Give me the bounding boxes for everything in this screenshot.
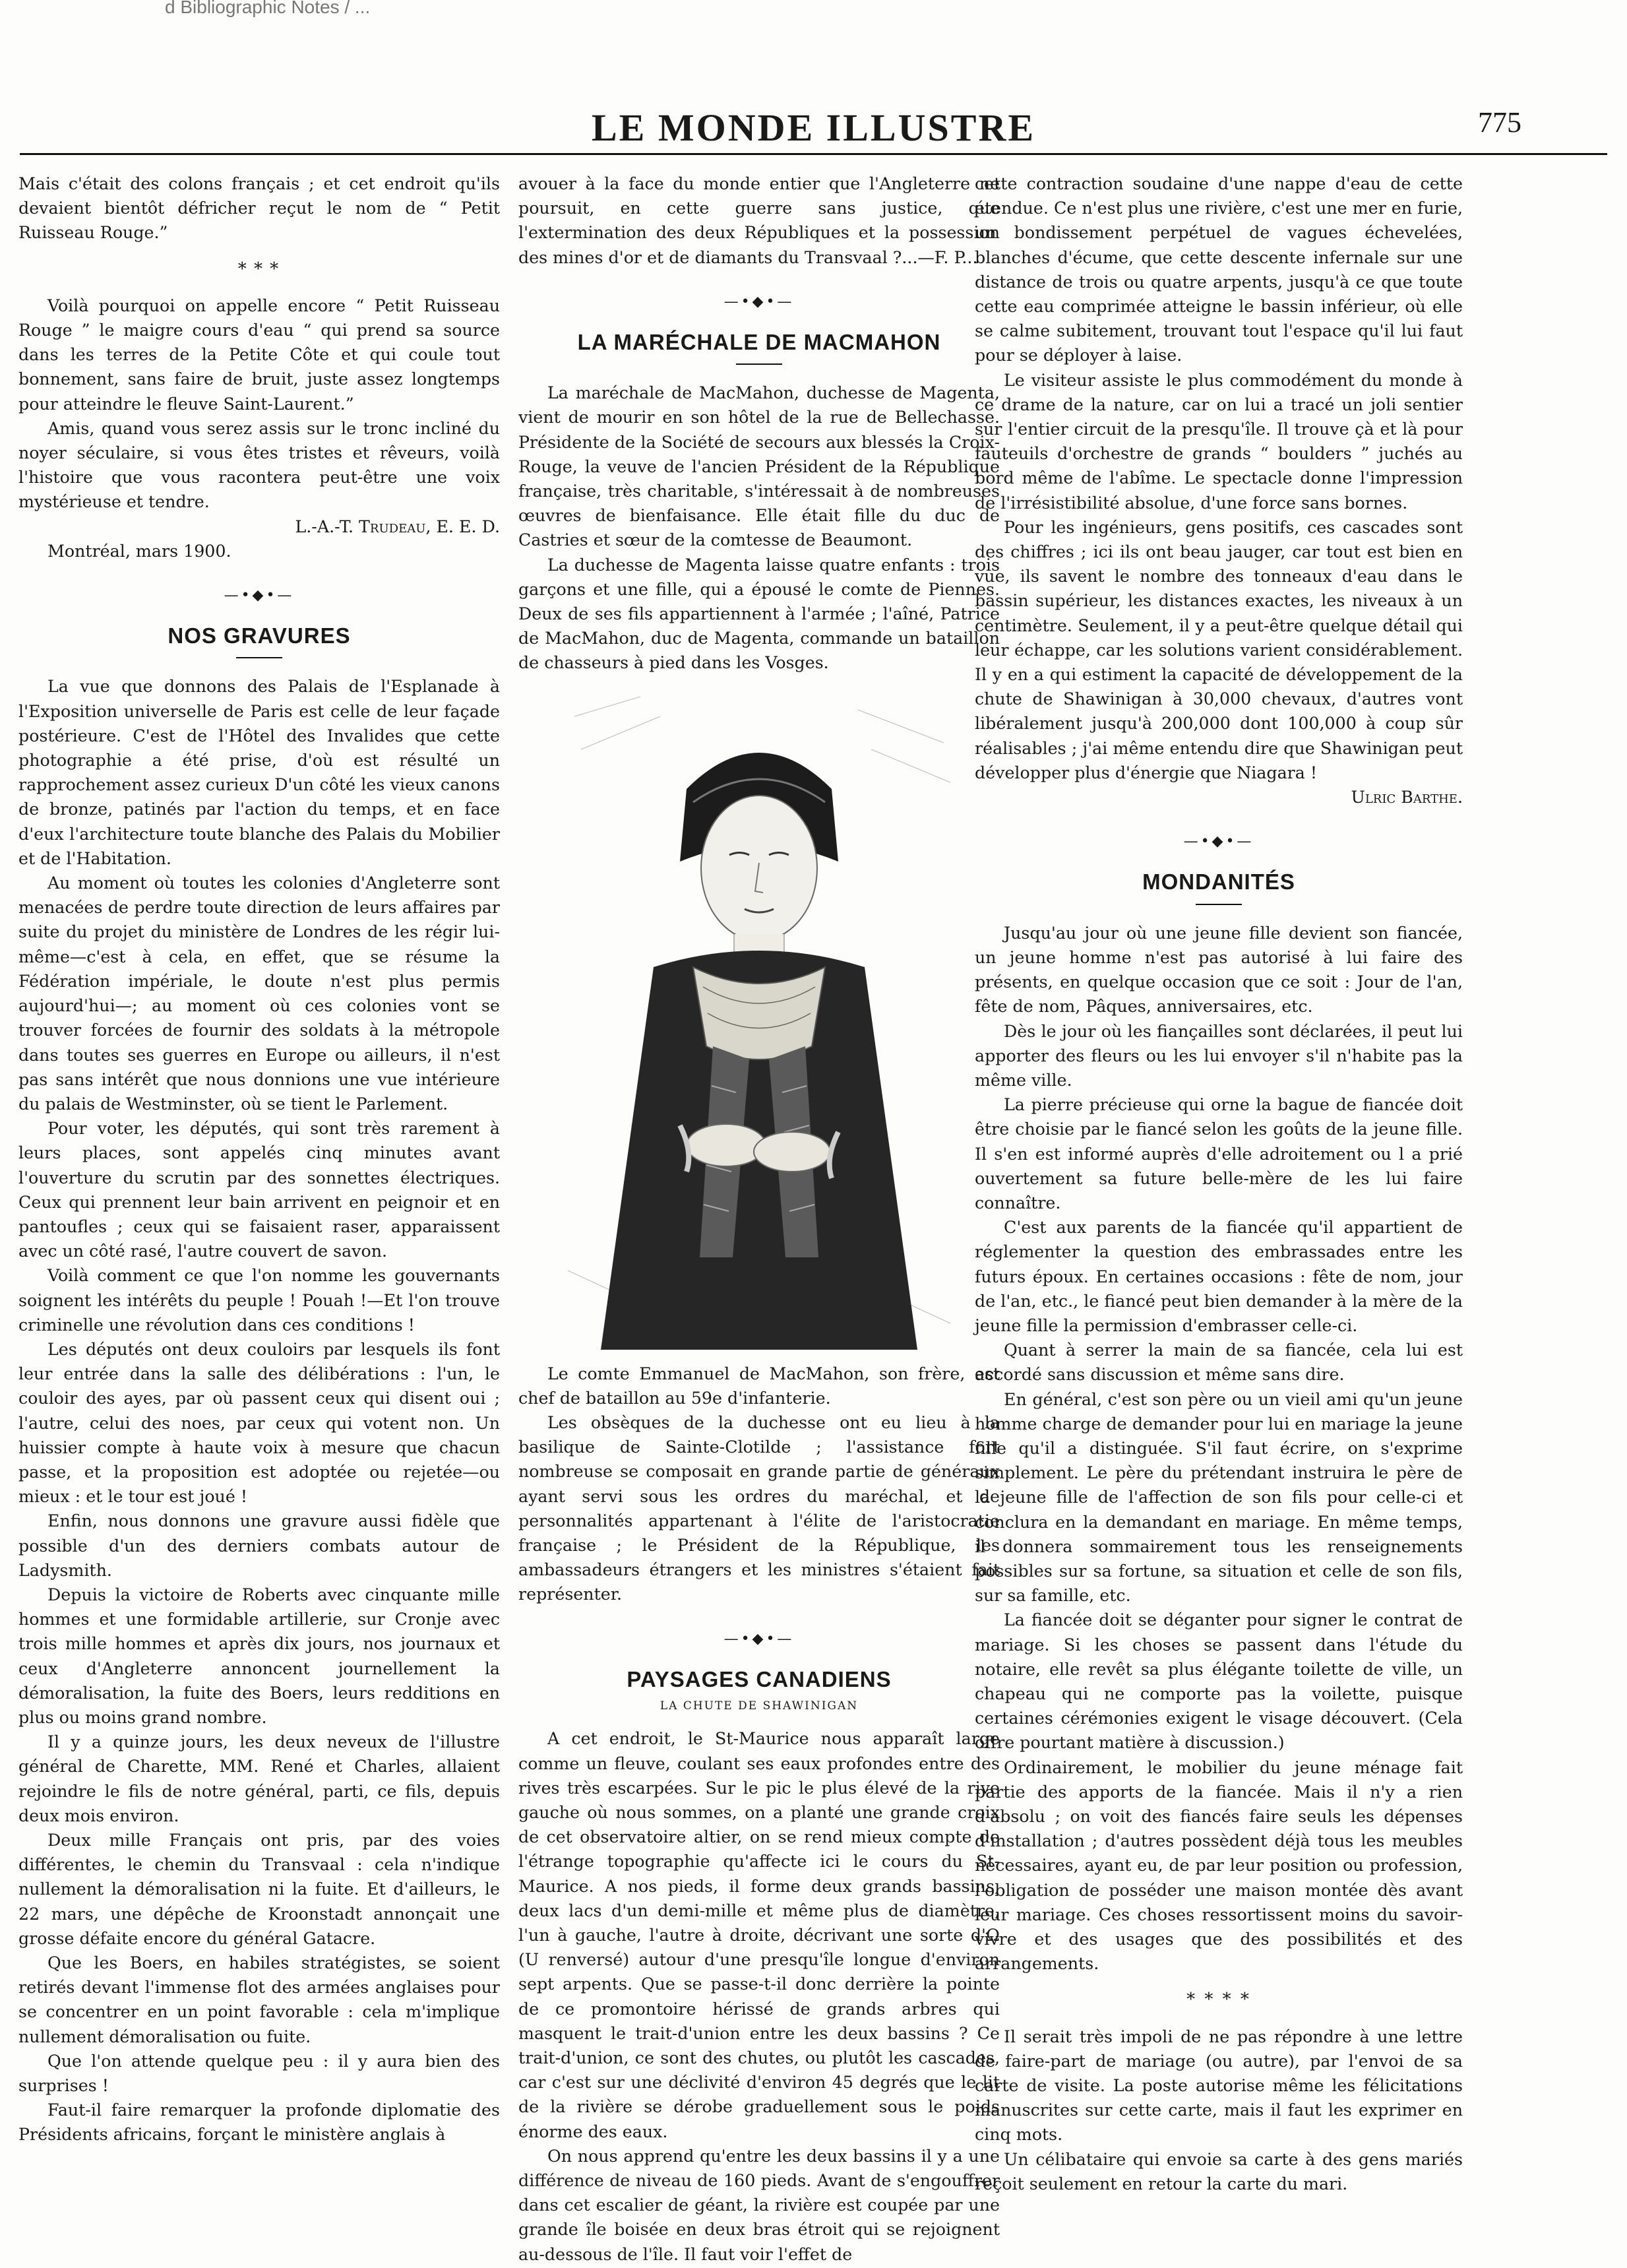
section-title-marechale: LA MARÉCHALE DE MACMAHON: [577, 330, 941, 355]
paragraph: Au moment où toutes les colonies d'Angleterre sont menacées de perdre toute direction de leurs affaires par suite du projet du ministère de Londres de les régir lui-même—c'est à cela, en effet, que se résume la Fédération impériale, le doute n'est plus permis aujourd'hui—; au moment où ces colonies vont se trouver forcées de fournir des soldats à la métropole dans toutes ses guerres en Europe ou ailleurs, il n'est pas sans intérêt que nous donnions une vue intérieure du palais de Westminster, où se tient le Parlement.: [18, 873, 500, 1114]
portrait-engraving: [561, 690, 957, 1350]
author-signature: Ulric Barthe.: [1351, 788, 1463, 807]
paragraph: Que l'on attende quelque peu : il y aura bien des surprises !: [18, 2051, 500, 2096]
title-rule: [736, 363, 782, 365]
paragraph: La pierre précieuse qui orne la bague de fiancée doit être choisie par le fiancé selon les goûts de la jeune fille. Il s'en est informé auprès d'elle adroitement ou l a prié ouvertement sa future belle-mère de les lui faire connaître.: [975, 1095, 1463, 1213]
paragraph: La fiancée doit se déganter pour signer le contrat de mariage. Si les choses se passent dans l'étude du notaire, elle revêt sa plus élégante toilette de ville, un chapeau qui ne comporte pas la voilette, puisque certaines cérémonies exigent le visage découvert. (Cela offre pourtant matière à discussion.): [975, 1610, 1463, 1753]
paragraph: Pour voter, les députés, qui sont très rarement à leurs places, sont appelés cinq minutes avant l'ouverture du scrutin par des sonnettes électriques. Ceux qui prennent leur bain arrivent en peignoir et en pantoufles ; ceux qui se faisaient raser, apparaissent avec un côté rasé, l'autre couvert de savon.: [18, 1119, 500, 1261]
page-number: 775: [1478, 106, 1521, 139]
paragraph: Deux mille Français ont pris, par des voies différentes, le chemin du Transvaal : cela n'indique nullement la démoralisation ni la fuite. Et d'ailleurs, le 22 mars, une dépêche de Kroonstadt annonçait une grosse défaite encore du général Gatacre.: [18, 1831, 500, 1948]
ornament-divider: —•◆•—: [723, 1630, 795, 1647]
dateline: Montréal, mars 1900.: [47, 541, 231, 561]
paragraph: Depuis la victoire de Roberts avec cinquante mille hommes et une formidable artillerie, sur Cronje avec trois mille hommes et après dix jours, nos journaux et ceux d'Angleterre annoncent journellement la démoralisation, la fuite des Boers, leurs redditions en plus ou moins grand nombre.: [18, 1585, 500, 1727]
paragraph: Voilà pourquoi on appelle encore “ Petit Ruisseau Rouge ” le maigre cours d'eau “ qui prend sa source dans les terres de la Petite Côte et qui coule tout bonnement, sans faire de bruit, juste assez longtemps pour atteindre le fleuve Saint-Laurent.”: [18, 296, 500, 414]
section-stars: * * *: [237, 259, 281, 279]
paragraph: Le visiteur assiste le plus commodément du monde à ce drame de la nature, car on lui a tracé un joli sentier sur l'entier circuit de la presqu'île. Il trouve çà et là pour fauteuils d'orchestre de grands “ boulders ” juchés au bord même de l'abîme. Le spectacle donne l'impression de l'irrésistibilité absolue, d'une force sans bornes.: [975, 370, 1463, 513]
paragraph: La maréchale de MacMahon, duchesse de Magenta, vient de mourir en son hôtel de la rue de Bellechasse. Présidente de la Société de secours aux blessés la Croix-Rouge, la veuve de l'ancien Président de la République française, très charitable, s'intéressait à de nombreuses œuvres de bienfaisance. Elle était fille du duc de Castries et sœur de la comtesse de Beaumont.: [518, 383, 1000, 550]
paragraph: Que les Boers, en habiles stratégistes, se soient retirés devant l'immense flot des armées anglaises pour se concentrer en un point favorable : cela m'implique nullement démoralisation ou fuite.: [18, 1953, 500, 2046]
continued-paragraph: Mais c'était des colons français ; et cet endroit qu'ils devaient bientôt défricher reçut le nom de “ Petit Ruisseau Rouge.”: [18, 174, 500, 243]
masthead: [20, 106, 1607, 158]
paragraph: A cet endroit, le St-Maurice nous apparaît large comme un fleuve, coulant ses eaux profondes entre des rives très escarpées. Sur le pic le plus élevé de la rive gauche où nous sommes, on a planté une grande croix de cet observatoire altier, on se rend mieux compte de l'étrange topographie qu'affecte ici le cours du St-Maurice. A nos pieds, il forme deux grands bassins, deux lacs d'un demi-mille et même plus de diamètre, l'un à gauche, l'autre à droite, décrivant une sorte d'Ω (U renversé) autour d'une presqu'île longue d'environ sept arpents. Que se passe-t-il donc derrière la pointe de ce promontoire hérissé de grands arbres qui masquent le trait-d'union entre les deux bassins ? Ce trait-d'union, ce sont des chutes, ou plutôt les cascades, car c'est sur une déclivité d'environ 45 degrés que le lit de la rivière se dérobe graduellement sous le poids énorme des eaux.: [518, 1729, 1000, 2141]
title-rule: [1196, 904, 1242, 905]
continued-paragraph: avouer à la face du monde entier que l'Angleterre ne poursuit, en cette guerre sans justice, que l'extermination des deux Républiques et la possession des mines d'or et de diamants du Transvaal ?...—F. P...: [518, 174, 1000, 267]
author-signature: L.-A.-T. Trudeau, E. E. D.: [295, 517, 500, 536]
paragraph: On nous apprend qu'entre les deux bassins il y a une différence de niveau de 160 pieds. Avant de s'engouffrer dans cet escalier de géant, la rivière est coupée par une grande île boisée en deux bras étroit qui se rejoignent au-dessous de l'île. Il faut voir l'effet de: [518, 2146, 1000, 2264]
ornament-divider: —•◆•—: [1183, 833, 1254, 850]
paragraph: Faut-il faire remarquer la profonde diplomatie des Présidents africains, forçant le ministère anglais à: [18, 2100, 500, 2145]
paragraph: Les obsèques de la duchesse ont eu lieu à la basilique de Sainte-Clotilde ; l'assistance fort nombreuse se composait en grande partie de généraux ayant servi sous les ordres du maréchal, et de personnalités appartenant à l'élite de l'aristocratie française ; le Président de la République, les ambassadeurs étrangers et les ministres s'étaient fait représenter.: [518, 1413, 1000, 1604]
section-subtitle: LA CHUTE DE SHAWINIGAN: [660, 1699, 859, 1713]
title-rule: [236, 657, 282, 658]
column-3: [975, 172, 1463, 2255]
section-title-paysages: PAYSAGES CANADIENS: [627, 1666, 892, 1691]
running-head: d Bibliographic Notes / ...: [165, 0, 371, 17]
continued-paragraph: cette contraction soudaine d'une nappe d'eau de cette étendue. Ce n'est plus une rivière, c'est une mer en furie, un bondissement perpétuel de vagues échevelées, blanches d'écume, que cette descente infernale sur une distance de trois ou quatre arpents, jusqu'à ce que toute cette eau comprimée atteigne le bassin inférieur, où elle se calme subitement, trouvant tout l'espace qu'il lui faut pour se déployer à laise.: [975, 174, 1463, 365]
newspaper-title: LE MONDE ILLUSTRE: [591, 106, 1036, 149]
paragraph: Pour les ingénieurs, gens positifs, ces cascades sont des chiffres ; ici ils ont beau jauger, car tout est bien en vue, ils savent le nombre des tonneaux d'eau dans le bassin supérieur, les distances exactes, les niveaux à un centimètre. Seulement, il y a peut-être quelque détail qui leur échappe, car les solutions varient considérablement. Il y en a qui estiment la capacité de développement de la chute de Shawinigan à 30,000 chevaux, d'autres vont libéralement jusqu'à 200,000 dont 100,000 à coup sûr réalisables ; j'ai même entendu dire que Shawinigan peut développer plus d'énergie que Niagara !: [975, 517, 1463, 782]
section-title-mondanites: MONDANITÉS: [1142, 869, 1295, 895]
paragraph: Dès le jour où les fiançailles sont déclarées, il peut lui apporter des fleurs ou les lui envoyer s'il n'habite pas la même ville.: [975, 1021, 1463, 1090]
portrait-caption: Le comte Emmanuel de MacMahon, son frère, est chef de bataillon au 59e d'infanterie.: [518, 1364, 1000, 1408]
paragraph: En général, c'est son père ou un vieil ami qu'un jeune homme charge de demander pour lui en mariage la jeune fille qu'il a distinguée. S'il faut écrire, on s'exprime simplement. Le père du prétendant instruira le père de la jeune fille de l'affection de son fils pour celle-ci et conclura en la demandant en mariage. En même temps, il donnera sommairement tous les renseignements possibles sur sa fortune, sa situation et celle de son fils, sur sa famille, etc.: [975, 1389, 1463, 1606]
paragraph: C'est aux parents de la fiancée qu'il appartient de réglementer la question des embrassades entre les futurs époux. En certaines occasions : fête de nom, jour de l'an, etc., le fiancé peut bien demander à la mère de la jeune fille la permission d'embrasser celle-ci.: [975, 1218, 1463, 1335]
paragraph: La vue que donnons des Palais de l'Esplanade à l'Exposition universelle de Paris est celle de leur façade postérieure. C'est de l'Hôtel des Invalides que cette photographie a été prise, d'où est résulté un rapprochement assez curieux D'un côté les vieux canons de bronze, patinés par l'action du temps, et en face d'eux l'architecture toute blanche des Palais du Mobilier et de l'Habitation.: [18, 677, 500, 868]
ornament-divider: —•◆•—: [723, 293, 795, 310]
paragraph: Jusqu'au jour où une jeune fille devient son fiancée, un jeune homme n'est pas autorisé à lui faire des présents, en quelque occasion que ce soit : Jour de l'an, fête de nom, Pâques, anniversaires, etc.: [975, 923, 1463, 1017]
column-1: [18, 172, 500, 2255]
paragraph: Les députés ont deux couloirs par lesquels ils font leur entrée dans la salle des délibérations : l'un, le couloir des ayes, par où passent ceux qui disent oui ; l'autre, celui des noes, par ceux qui votent non. Un huissier compte à haute voix à mesure que chacun passe, et la proposition est adoptée ou rejetée—ou mieux : et le tour est joué !: [18, 1339, 500, 1507]
paragraph: Il serait très impoli de ne pas répondre à une lettre de faire-part de mariage (ou autre), par l'envoi de sa carte de visite. La poste autorise même les félicitations manuscrites sur cette carte, mais il faut les exprimer en cinq mots.: [975, 2027, 1463, 2145]
masthead-rule: [20, 153, 1607, 155]
ornament-divider: —•◆•—: [224, 587, 295, 604]
paragraph: Ordinairement, le mobilier du jeune ménage fait partie des apports de la fiancée. Mais il n'y a rien d'absolu ; on voit des fiancés faire seuls les dépenses d'installation ; d'autres possèdent déjà tous les meubles nécessaires, ayant eu, de par leur position ou profession, l'obligation de posséder une maison montée dès avant leur mariage. Ces choses ressortissent moins du savoir-vivre et des usages que des possibilités et des arrangements.: [975, 1757, 1463, 1974]
section-stars: * * * *: [1186, 1990, 1251, 2010]
paragraph: Quant à serrer la main de sa fiancée, cela lui est accordé sans discussion et même sans dire.: [975, 1340, 1463, 1385]
paragraph: Un célibataire qui envoie sa carte à des gens mariés reçoit seulement en retour la carte du mari.: [975, 2149, 1463, 2193]
column-2: [518, 172, 1000, 2264]
paragraph: Il y a quinze jours, les deux neveux de l'illustre général de Charette, MM. René et Charles, allaient rejoindre le fils de notre général, parti, ce fils, depuis deux mois environ.: [18, 1732, 500, 1825]
paragraph: Voilà comment ce que l'on nomme les gouvernants soignent les intérêts du peuple ! Pouah !—Et l'on trouve criminelle une révolution dans ces conditions !: [18, 1266, 500, 1335]
section-title-nos-gravures: NOS GRAVURES: [168, 623, 351, 648]
paragraph: Amis, quand vous serez assis sur le tronc incliné du noyer séculaire, si vous êtes tristes et rêveurs, voilà l'histoire que vous racontera peut-être une voix mystérieuse et tendre.: [18, 418, 500, 512]
paragraph: Enfin, nous donnons une gravure aussi fidèle que possible d'un des derniers combats autour de Ladysmith.: [18, 1511, 500, 1580]
paragraph: La duchesse de Magenta laisse quatre enfants : trois garçons et une fille, qui a épousé le comte de Piennes. Deux de ses fils appartiennent à l'armée ; l'aîné, Patrice de MacMahon, duc de Magenta, commande un bataillon de chasseurs à pied dans les Vosges.: [518, 555, 1000, 673]
